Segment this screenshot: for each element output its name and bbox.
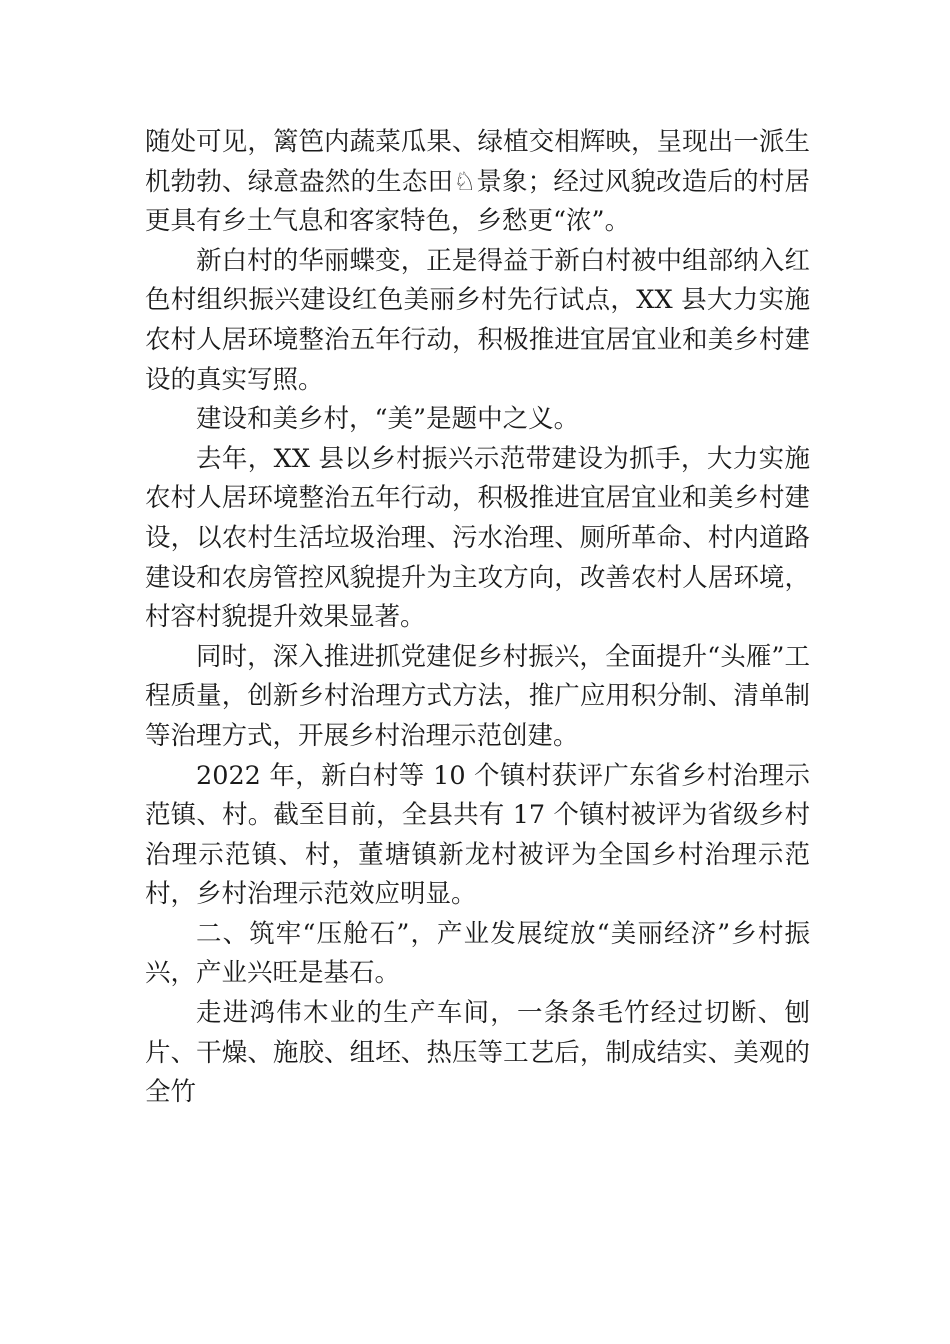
paragraph: 同时，深入推进抓党建促乡村振兴，全面提升“头雁”工程质量，创新乡村治理方式方法，推广应用积分制、清单制等治理方式，开展乡村治理示范创建。 [145, 641, 810, 751]
document-body [145, 123, 810, 1113]
paragraph: 建设和美乡村，“美”是题中之义。 [196, 404, 580, 435]
section-heading-paragraph: 二、筑牢“压舱石”，产业发展绽放“美丽经济”乡村振兴，产业兴旺是基石。 [145, 918, 810, 989]
paragraph: 去年，XX 县以乡村振兴示范带建设为抓手，大力实施农村人居环境整治五年行动，积极推进宜居宜业和美乡村建设，以农村生活垃圾治理、污水治理、厕所革命、村内道路建设和农房管控风貌提升为主攻方向，改善农村人居环境， 村容村貌提升效果显著。 [145, 443, 810, 633]
paragraph-continuation: 随处可见，篱笆内蔬菜瓜果、绿植交相辉映，呈现出一派生机勃勃、绿意盎然的生态田♘景象；经过风貌改造后的村居更具有乡土气息和客家特色，乡愁更“浓”。 [145, 127, 810, 237]
paragraph: 新白村的华丽蝶变，正是得益于新白村被中组部纳入红色村组织振兴建设红色美丽乡村先行试点，XX 县大力实施农村人居环境整治五年行动，积极推进宜居宜业和美乡村建设的真实写照。 [145, 245, 810, 395]
paragraph: 走进鸿伟木业的生产车间，一条条毛竹经过切断、刨片、干燥、施胶、组坯、热压等工艺后，制成结实、美观的全竹 [145, 998, 810, 1108]
paragraph: 2022 年，新白村等 10 个镇村获评广东省乡村治理示范镇、村。截至目前，全县共有 17 个镇村被评为省级乡村治理示范镇、村，董塘镇新龙村被评为全国乡村治理示范村，乡村治理示范效应明显。 [145, 760, 810, 910]
